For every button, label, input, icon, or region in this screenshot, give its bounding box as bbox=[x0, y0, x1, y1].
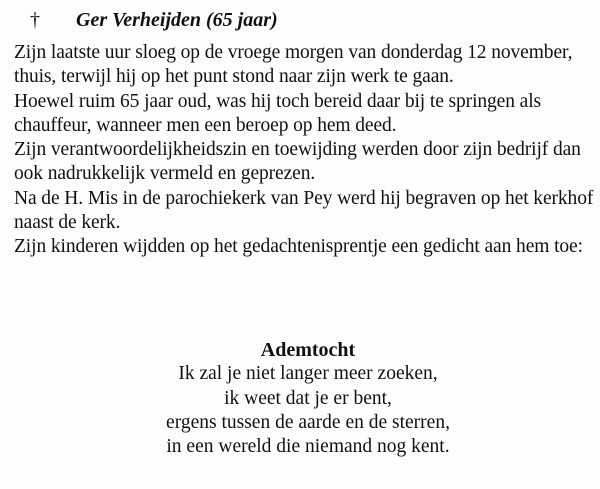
paragraph-2: Hoewel ruim 65 jaar oud, was hij toch bereid daar bij te springen als chauffeur, wanneer men een beroep op hem deed. bbox=[14, 90, 542, 136]
obituary-title: Ger Verheijden (65 jaar) bbox=[76, 8, 278, 31]
obituary-body bbox=[14, 41, 596, 260]
poem bbox=[0, 338, 600, 459]
paragraph-4: Na de H. Mis in de parochiekerk van Pey werd hij begraven op het kerkhof naast de kerk. bbox=[14, 187, 594, 234]
poem-line: Ik zal je niet langer meer zoeken, bbox=[178, 363, 438, 385]
cross-icon: † bbox=[30, 8, 40, 31]
poem-line: ergens tussen de aarde en de sterren, bbox=[166, 411, 450, 433]
poem-line: in een wereld die niemand nog kent. bbox=[166, 436, 450, 458]
paragraph-5: Zijn kinderen wijdden op het gedachtenisprentje een gedicht aan hem toe: bbox=[14, 236, 583, 258]
paragraph-1: Zijn laatste uur sloeg op de vroege morgen van donderdag 12 november, thuis, terwijl hij op het punt stond naar zijn werk te gaan. bbox=[14, 42, 573, 88]
paragraph-3: Zijn verantwoordelijkheidszin en toewijding werden door zijn bedrijf dan ook nadrukkelijk vermeld en geprezen. bbox=[14, 139, 581, 185]
obituary-header bbox=[30, 6, 278, 34]
poem-title: Ademtocht bbox=[260, 339, 356, 361]
poem-line: ik weet dat je er bent, bbox=[224, 387, 392, 409]
